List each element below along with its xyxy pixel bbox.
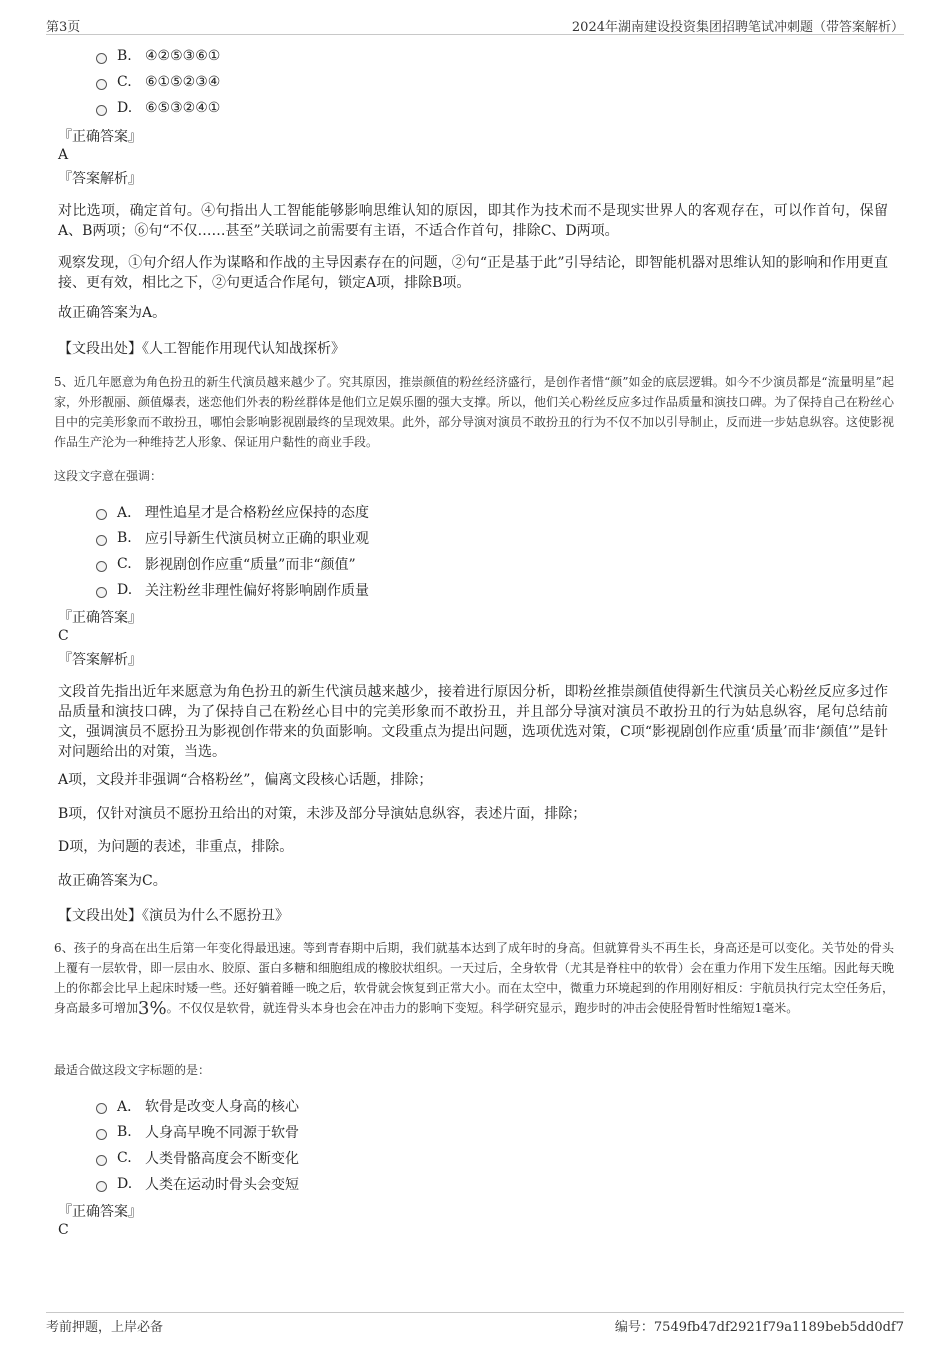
radio-icon[interactable] (96, 1155, 107, 1166)
q6-percent: 3% (138, 998, 167, 1019)
q5-source: 【文段出处】《演员为什么不愿扮丑》 (58, 908, 289, 924)
option-text: ④②⑤③⑥① (145, 48, 221, 64)
option-letter: D. (117, 100, 133, 116)
q5-analysis-para-1: 文段首先指出近年来愿意为角色扮丑的新生代演员越来越少，接着进行原因分析，即粉丝推崇颜值使得新生代演员关心粉丝反应多过作品质量和演技口碑，为了保持自己在粉丝心目中的完美形象而不敢扮丑，并且部分导演对演员不敢扮丑的行为姑息纵容，尾句总结前文，强调演员不愿扮丑为影视创作带来的负面影响。文段重点为提出问题，选项优选对策，C项“影视剧创作应重‘质量’而非‘颜值’”是针对问题给出的对策，当选。 (58, 684, 888, 760)
radio-icon[interactable] (96, 535, 107, 546)
document-code: 编号：7549fb47df2921f79a1189beb5dd0df7 (614, 1320, 904, 1335)
radio-icon[interactable] (96, 561, 107, 572)
q6-text-part-2: 。不仅仅是软骨，就连骨头本身也会在冲击力的影响下变短。科学研究显示，跑步时的冲击会使胫骨暂时性缩短1毫米。 (166, 1001, 799, 1015)
q4-source: 【文段出处】《人工智能作用现代认知战探析》 (58, 341, 345, 357)
q5-answer-label: 『正确答案』 (58, 610, 142, 626)
q4-option-d[interactable] (96, 100, 220, 116)
q5-analysis-option-b: B项，仅针对演员不愿扮丑给出的对策，未涉及部分导演姑息纵容，表述片面，排除； (58, 806, 587, 822)
q6-question-text (54, 938, 894, 1019)
footer-slogan: 考前押题，上岸必备 (46, 1320, 164, 1335)
radio-icon[interactable] (96, 105, 107, 116)
radio-icon[interactable] (96, 1103, 107, 1114)
q4-analysis-conclusion: 故正确答案为A。 (58, 305, 167, 321)
q4-analysis-para-2: 观察发现，①句介绍人作为谋略和作战的主导因素存在的问题，②句“正是基于此”引导结论，即智能机器对思维认知的影响和作用更直接、更有效，相比之下，②句更适合作尾句，锁定A项，排除B项。 (58, 255, 888, 291)
option-letter: C. (117, 1150, 132, 1166)
q5-question-text: 5、近几年愿意为角色扮丑的新生代演员越来越少了。究其原因，推崇颜值的粉丝经济盛行，是创作者惜“颜”如金的底层逻辑。如今不少演员都是“流量明星”起家，外形靓丽、颜值爆表，迷恋他们外表的粉丝群体是他们立足娱乐圈的强大支撑。所以，他们关心粉丝反应多过作品质量和演技口碑。为了保持自己在粉丝心目中的完美形象而不敢扮丑，哪怕会影响影视剧最终的呈现效果。此外，部分导演对演员不敢扮丑的行为不仅不加以引导制止，反而进一步姑息纵容。这使影视作品生产沦为一种维持艺人形象、保证用户黏性的商业手段。 (54, 375, 895, 449)
q5-option-a[interactable] (96, 502, 369, 522)
option-text: 理性追星才是合格粉丝应保持的态度 (145, 505, 369, 521)
page-footer (46, 1312, 904, 1335)
q6-option-d[interactable] (96, 1174, 299, 1194)
radio-icon[interactable] (96, 1181, 107, 1192)
option-text: 关注粉丝非理性偏好将影响剧作质量 (145, 583, 369, 599)
radio-icon[interactable] (96, 1129, 107, 1140)
option-text: ⑥①⑤②③④ (145, 74, 221, 90)
option-text: 软骨是改变人身高的核心 (145, 1099, 299, 1115)
option-letter: D. (117, 582, 133, 598)
q4-analysis-para-1: 对比选项，确定首句。④句指出人工智能能够影响思维认知的原因，即其作为技术而不是现实世界人的客观存在，可以作首句，保留A、B两项；⑥句“不仅……甚至”关联词之前需要有主语，不适合作首句，排除C、D两项。 (58, 203, 888, 239)
option-text: 人类骨骼高度会不断变化 (145, 1151, 299, 1167)
option-letter: A． (117, 1099, 142, 1115)
option-text: 人类在运动时骨头会变短 (145, 1177, 299, 1193)
page-number: 第3页 (46, 20, 81, 35)
q5-option-d[interactable] (96, 580, 369, 600)
option-letter: B. (117, 48, 132, 64)
radio-icon[interactable] (96, 509, 107, 520)
option-letter: C. (117, 74, 132, 90)
q6-answer-label: 『正确答案』 (58, 1204, 142, 1220)
radio-icon[interactable] (96, 587, 107, 598)
option-letter: A． (117, 505, 142, 521)
option-text: ⑥⑤③②④① (145, 100, 221, 116)
option-letter: B. (117, 530, 132, 546)
q4-analysis-label: 『答案解析』 (58, 171, 142, 187)
option-text: 人身高早晚不同源于软骨 (145, 1125, 299, 1141)
radio-icon[interactable] (96, 53, 107, 64)
q6-option-b[interactable] (96, 1122, 299, 1142)
q5-analysis-option-a: A项，文段并非强调“合格粉丝”，偏离文段核心话题，排除； (58, 772, 433, 788)
option-letter: D. (117, 1176, 133, 1192)
option-text: 影视剧创作应重“质量”而非“颜值” (145, 557, 356, 573)
q6-answer: C (58, 1222, 69, 1238)
q5-option-b[interactable] (96, 528, 369, 548)
q5-option-c[interactable] (96, 554, 356, 574)
q4-answer-label: 『正确答案』 (58, 129, 142, 145)
option-text: 应引导新生代演员树立正确的职业观 (145, 531, 369, 547)
q6-option-a[interactable] (96, 1096, 299, 1116)
q5-answer: C (58, 628, 69, 644)
q6-text-part-1: 6、孩子的身高在出生后第一年变化得最迅速。等到青春期中后期，我们就基本达到了成年时的身高。但就算骨头不再生长，身高还是可以变化。关节处的骨头上覆有一层软骨，即一层由水、胶原、蛋白多糖和细胞组成的橡胶状组织。一天过后，全身软骨（尤其是脊柱中的软骨）会在重力作用下发生压缩。因此每天晚上的你都会比早上起床时矮一些。还好躺着睡一晚之后，软骨就会恢复到正常大小。而在太空中，微重力环境起到的作用刚好相反：宇航员执行完太空任务后，身高最多可增加 (54, 941, 895, 1015)
option-letter: B. (117, 1124, 132, 1140)
q6-option-c[interactable] (96, 1148, 299, 1168)
q5-analysis-label: 『答案解析』 (58, 652, 142, 668)
document-title: 2024年湖南建设投资集团招聘笔试冲刺题（带答案解析） (571, 20, 904, 35)
q4-option-b[interactable] (96, 48, 220, 64)
radio-icon[interactable] (96, 79, 107, 90)
option-letter: C. (117, 556, 132, 572)
q6-prompt: 最适合做这段文字标题的是： (54, 1063, 211, 1077)
q5-prompt: 这段文字意在强调： (54, 469, 163, 483)
q5-analysis-option-d: D项，为问题的表述，非重点，排除。 (58, 839, 294, 855)
page-header (46, 14, 904, 35)
q4-option-c[interactable] (96, 74, 220, 90)
q4-answer: A (58, 147, 69, 163)
q5-analysis-conclusion: 故正确答案为C。 (58, 873, 167, 889)
